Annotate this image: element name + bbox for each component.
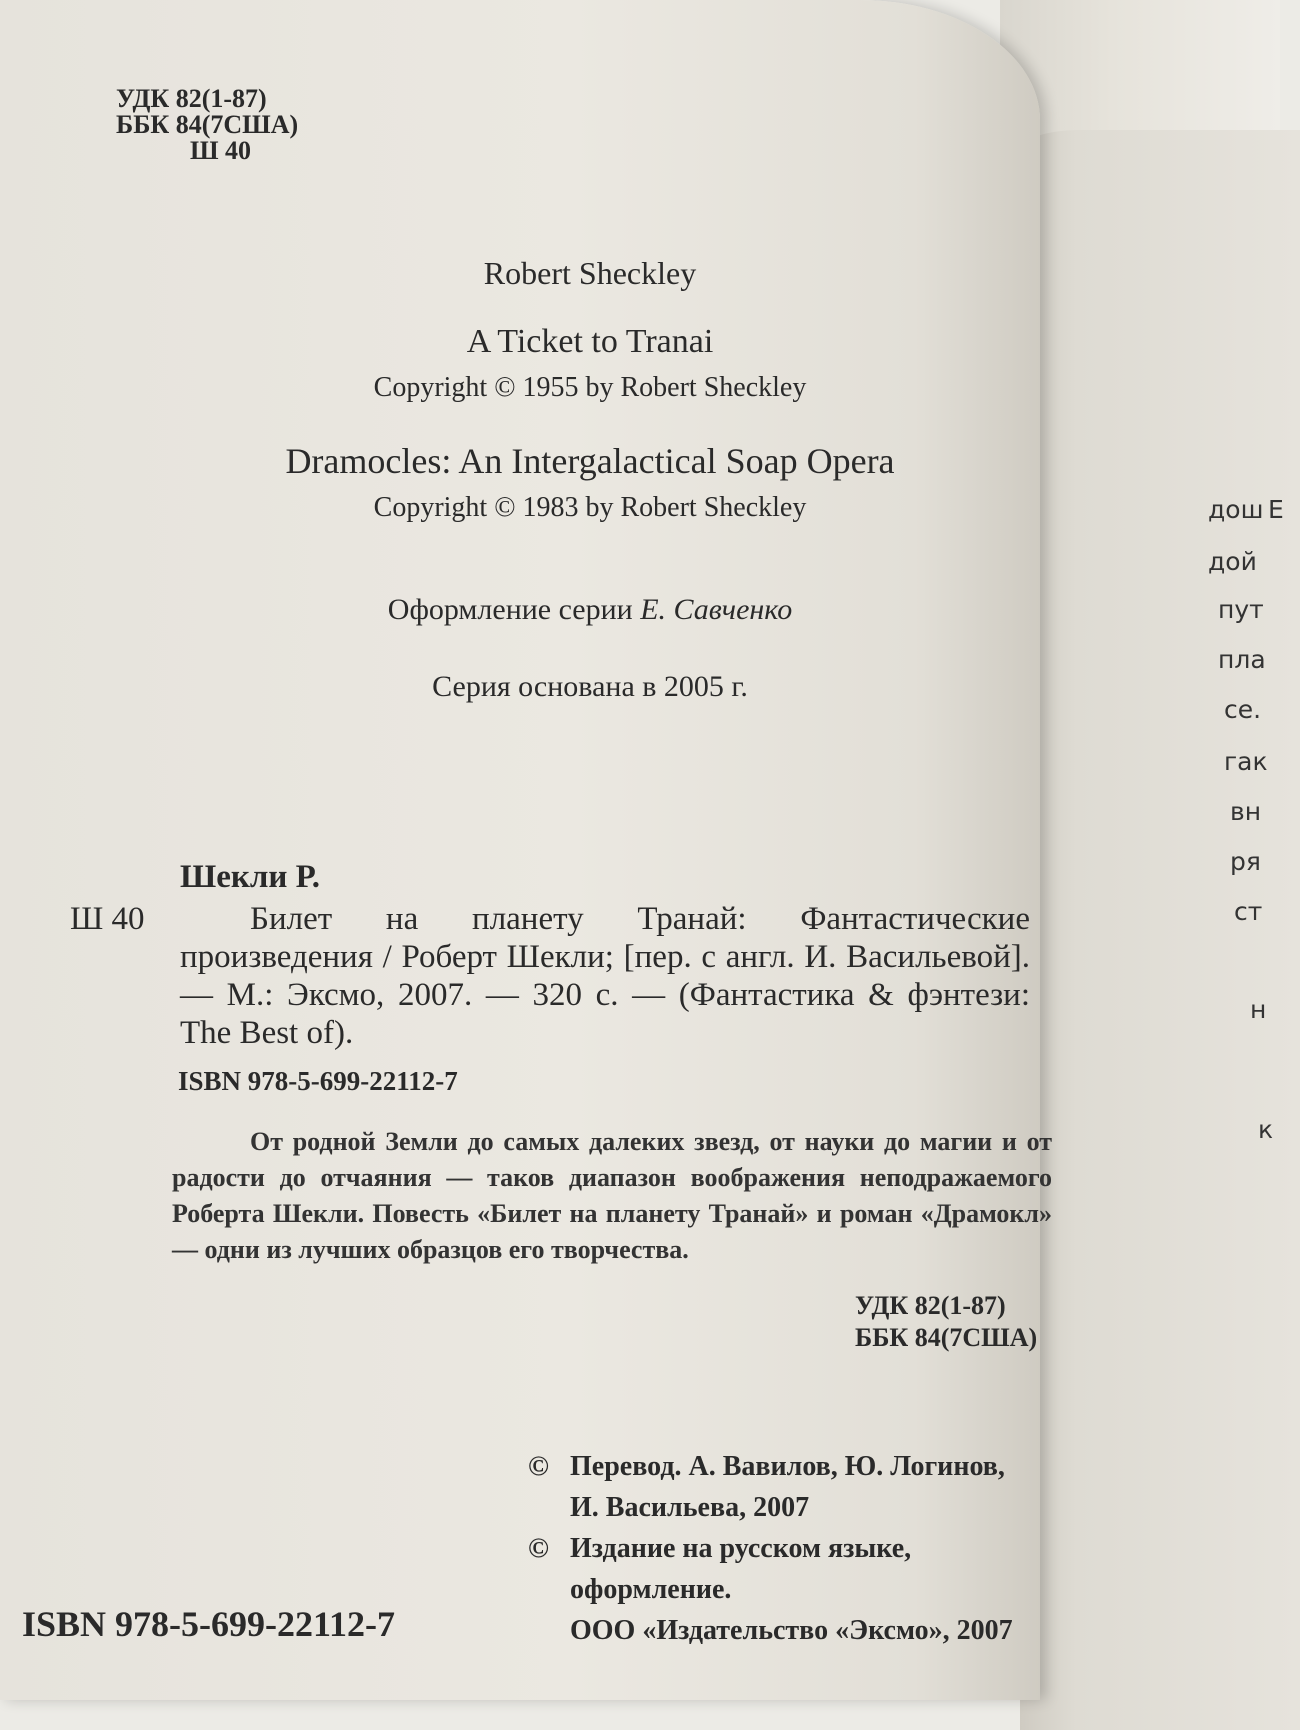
copyright-block bbox=[528, 1446, 1013, 1651]
copyright-edition-3: ООО «Издательство «Эксмо», 2007 bbox=[570, 1615, 1013, 1646]
series-designer-name: Е. Савченко bbox=[640, 593, 793, 626]
series-design bbox=[190, 593, 990, 627]
copyright-symbol: © bbox=[528, 1451, 549, 1482]
udk-code: УДК 82(1-87) bbox=[116, 84, 267, 113]
work1-title: A Ticket to Tranai bbox=[466, 323, 714, 360]
right-page-fragment: пут bbox=[1218, 595, 1264, 624]
copyright-edition-line bbox=[528, 1528, 1013, 1569]
right-page-fragment: гак bbox=[1224, 747, 1268, 776]
right-page-fragment: ст bbox=[1234, 897, 1263, 926]
udk-top-block bbox=[116, 86, 298, 164]
bbk-code-bottom: ББК 84(7США) bbox=[855, 1323, 1038, 1352]
isbn-inline: ISBN 978-5-699-22112-7 bbox=[178, 1066, 458, 1096]
copyright-translation-2: И. Васильева, 2007 bbox=[570, 1492, 810, 1523]
work1-copyright: Copyright © 1955 by Robert Sheckley bbox=[373, 372, 807, 403]
bib-author: Шекли Р. bbox=[180, 859, 320, 895]
right-page-fragment: вн bbox=[1230, 797, 1262, 826]
right-page-fragment: Е bbox=[1268, 495, 1284, 524]
right-page-fragment: дош bbox=[1208, 495, 1264, 524]
annotation: От родной Земли до самых далеких звезд, от науки до магии и от радости до отчаяния — таков диапазон воображения неподражаемого Роберта Шекли. Повесть «Билет на планету Транай» и роман «Драмокл» — одни из лучших образцов его творчества. bbox=[172, 1127, 1052, 1264]
bib-code: Ш 40 bbox=[70, 901, 145, 937]
right-page-fragment: се. bbox=[1224, 695, 1262, 724]
bbk-code: ББК 84(7США) bbox=[116, 110, 299, 139]
bib-description: Билет на планету Транай: Фантастические произведения / Роберт Шекли; [пер. с англ. И. Васильевой]. — М.: Эксмо, 2007. — 320 с. — (Фантастика & фэнтези: The Best of). bbox=[180, 901, 1030, 1051]
copyright-symbol: © bbox=[528, 1533, 549, 1564]
series-founded: Серия основана в 2005 г. bbox=[432, 670, 748, 703]
author-mark: Ш 40 bbox=[190, 136, 252, 165]
work2-title: Dramocles: An Intergalactical Soap Opera bbox=[285, 441, 895, 481]
right-page-fragment: н bbox=[1250, 995, 1267, 1024]
copyright-edition-1: Издание на русском языке, bbox=[570, 1533, 912, 1564]
udk-code-bottom: УДК 82(1-87) bbox=[855, 1291, 1006, 1320]
right-page-fragment: пла bbox=[1218, 645, 1266, 674]
copyright-translation-1: Перевод. А. Вавилов, Ю. Логинов, bbox=[570, 1451, 1005, 1482]
bibliographic-entry bbox=[70, 858, 1030, 1052]
udk-bottom-block bbox=[855, 1290, 1037, 1354]
isbn-bottom: ISBN 978-5-699-22112-7 bbox=[22, 1604, 396, 1644]
copyright-edition-2: оформление. bbox=[570, 1574, 732, 1605]
copyright-translation-line bbox=[528, 1446, 1013, 1487]
author-english: Robert Sheckley bbox=[483, 255, 697, 291]
right-page-fragment: к bbox=[1258, 1115, 1274, 1144]
work2-copyright: Copyright © 1983 by Robert Sheckley bbox=[373, 492, 807, 523]
right-page-fragment: дой bbox=[1208, 547, 1257, 576]
right-page bbox=[1020, 130, 1300, 1730]
series-design-label: Оформление серии bbox=[387, 593, 633, 626]
right-page-fragment: ря bbox=[1230, 847, 1261, 876]
